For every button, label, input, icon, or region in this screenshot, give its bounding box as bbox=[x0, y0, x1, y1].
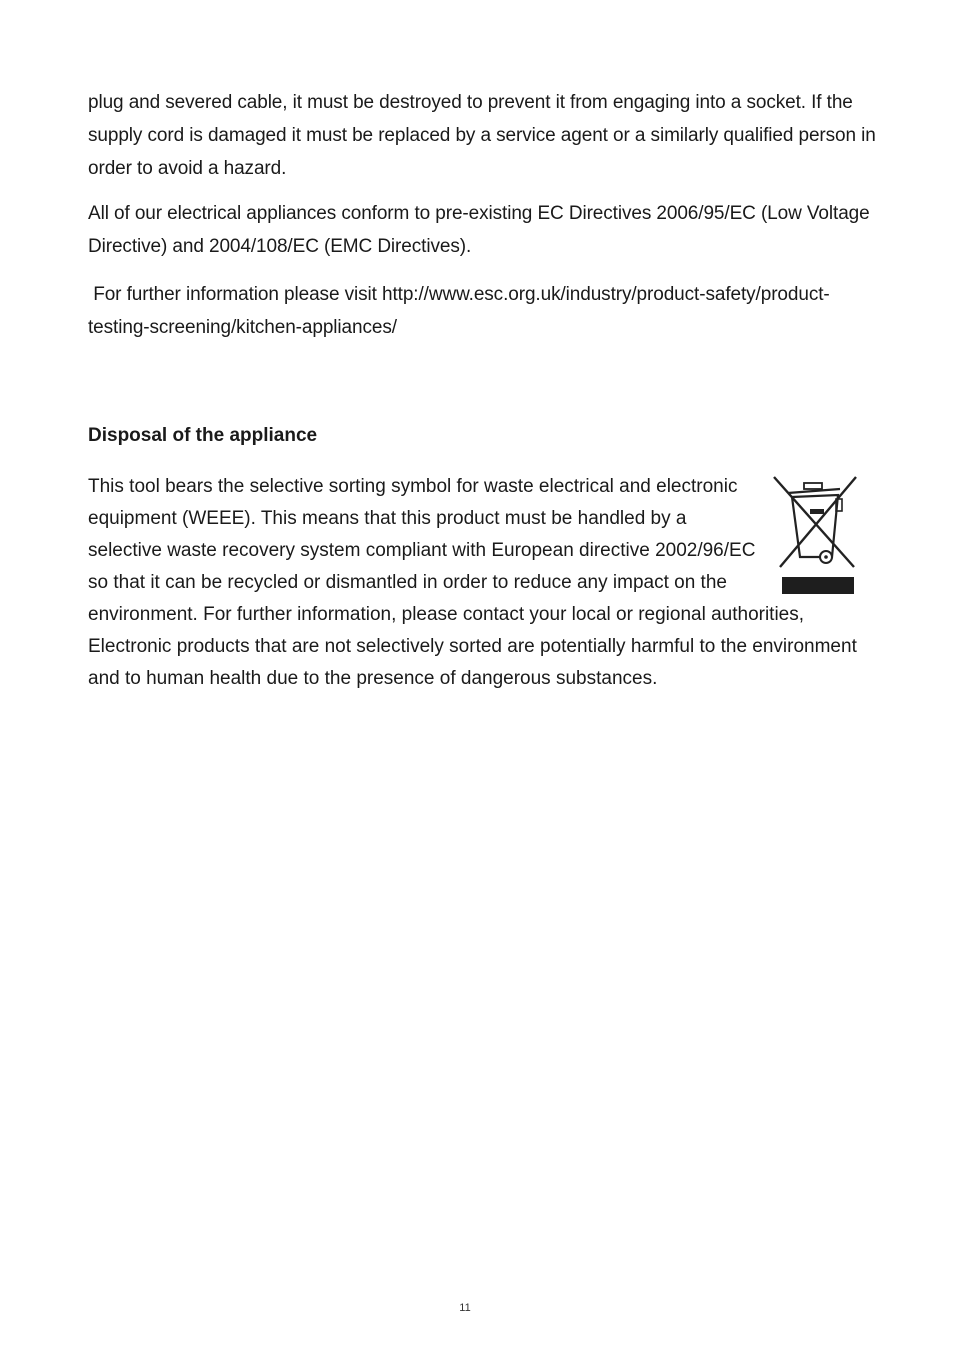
disposal-body-text: This tool bears the selective sorting symbol for waste electrical and electronic equipment (WEEE). This means that this product must be handled by a selective waste recovery system compliant with European directive 2002/96/EC so that it can be recycled or dismantled in order to reduce any impact on the environment. For further information, please contact your local or regional authorities, Electronic products that are not selectively sorted are potentially harmful to the environment and to human health due to the presence of dangerous substances. bbox=[88, 476, 857, 689]
page-content bbox=[88, 86, 878, 695]
disposal-section bbox=[88, 471, 878, 695]
disposal-heading: Disposal of the appliance bbox=[88, 425, 318, 446]
crossed-out-wheelie-bin-icon bbox=[770, 471, 870, 595]
further-info-paragraph: For further information please visit http://www.esc.org.uk/industry/product-safety/product-testing-screening/kitchen-appliances/ bbox=[88, 284, 830, 338]
directives-paragraph: All of our electrical appliances conform to pre-existing EC Directives 2006/95/EC (Low Voltage Directive) and 2004/108/EC (EMC Directives). bbox=[88, 203, 870, 257]
cable-safety-paragraph: plug and severed cable, it must be destroyed to prevent it from engaging into a socket. If the supply cord is damaged it must be replaced by a service agent or a similarly qualified person in order to avoid a hazard. bbox=[88, 92, 876, 179]
page-number: 11 bbox=[459, 1302, 471, 1314]
